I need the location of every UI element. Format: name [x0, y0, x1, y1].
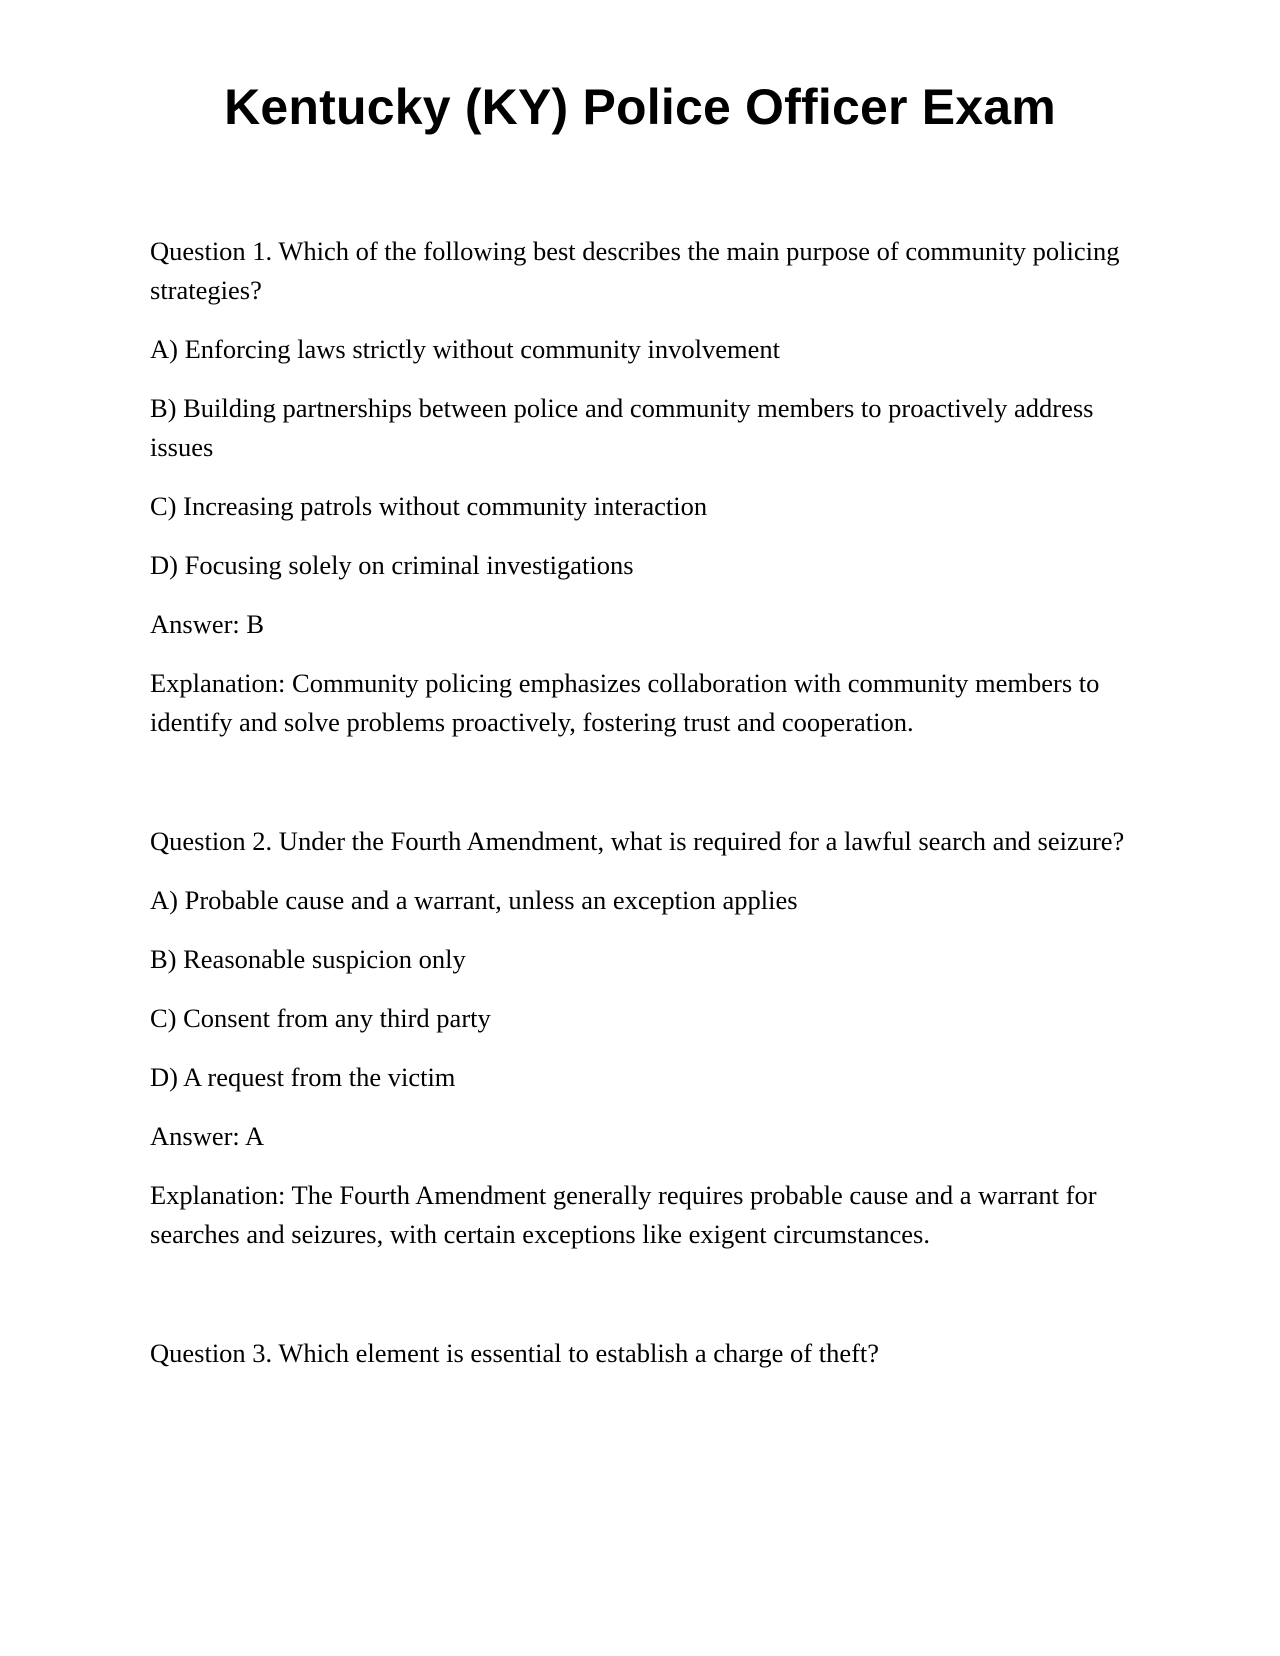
question-block-2 — [150, 822, 1130, 1334]
question-1-option-a: A) Enforcing laws strictly without community involvement — [150, 334, 781, 364]
question-separator — [150, 762, 1130, 822]
question-2-option-c: C) Consent from any third party — [150, 1003, 491, 1033]
question-1-answer: Answer: B — [150, 609, 265, 639]
question-2-text: Question 2. Under the Fourth Amendment, what is required for a lawful search and seizure? — [150, 826, 1125, 856]
question-1-option-c: C) Increasing patrols without community interaction — [150, 491, 708, 521]
document-title: Kentucky (KY) Police Officer Exam — [224, 79, 1056, 135]
question-block-1 — [150, 232, 1130, 822]
question-2-option-a: A) Probable cause and a warrant, unless an exception applies — [150, 885, 798, 915]
question-block-3 — [150, 1334, 1130, 1373]
question-1-explanation: Explanation: Community policing emphasizes collaboration with community members to identify and solve problems proactively, fostering trust and cooperation. — [150, 668, 1100, 737]
question-1-text: Question 1. Which of the following best describes the main purpose of community policing strategies? — [150, 236, 1120, 305]
document-body — [150, 232, 1130, 1393]
question-2-option-d: D) A request from the victim — [150, 1062, 456, 1092]
question-2-option-b: B) Reasonable suspicion only — [150, 944, 466, 974]
question-2-explanation: Explanation: The Fourth Amendment generally requires probable cause and a warrant for searches and seizures, with certain exceptions like exigent circumstances. — [150, 1180, 1097, 1249]
question-separator — [150, 1274, 1130, 1334]
question-1-option-b: B) Building partnerships between police and community members to proactively address issues — [150, 393, 1094, 462]
question-2-answer: Answer: A — [150, 1121, 265, 1151]
question-3-text: Question 3. Which element is essential to establish a charge of theft? — [150, 1338, 880, 1368]
question-1-option-d: D) Focusing solely on criminal investigations — [150, 550, 634, 580]
